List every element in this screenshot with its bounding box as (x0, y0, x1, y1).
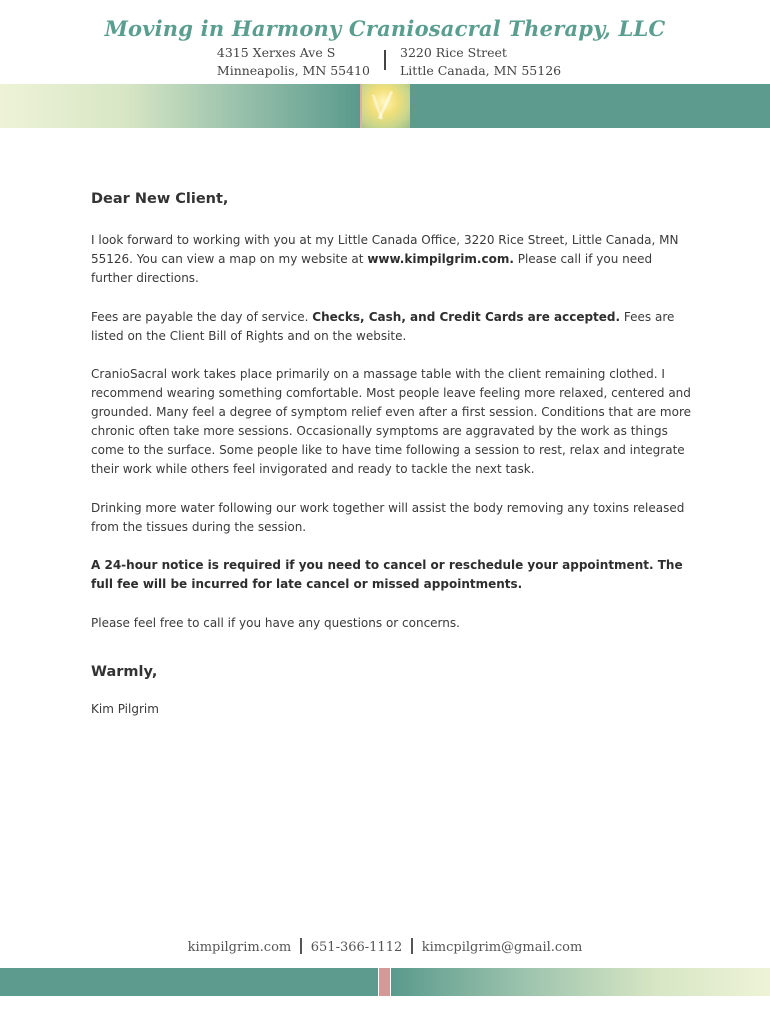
header-decorative-band (0, 84, 770, 128)
paragraph-questions: Please feel free to call if you have any questions or concerns. (91, 615, 460, 630)
paragraph-fees (91, 308, 691, 346)
header-teal-bar (410, 84, 770, 128)
footer-decorative-band (0, 968, 770, 996)
letter-body (91, 190, 691, 738)
footer-website: kimpilgrim.com (187, 940, 292, 955)
address-left-line1: 4315 Xerxes Ave S (216, 45, 336, 60)
footer-contact (0, 938, 770, 955)
footer-email: kimcpilgrim@gmail.com (421, 940, 583, 955)
footer-teal-bar (0, 968, 378, 996)
address-left-line2: Minneapolis, MN 55410 (216, 63, 370, 78)
address-right-line1: 3220 Rice Street (400, 45, 507, 60)
footer-phone: 651-366-1112 (310, 940, 403, 955)
footer-divider (411, 938, 413, 954)
footer-gradient (391, 968, 770, 996)
address-right (400, 44, 561, 80)
signer-name: Kim Pilgrim (91, 701, 159, 716)
cancellation-policy-text: A 24-hour notice is required if you need to cancel or reschedule your appointment. The full fee will be incurred for late cancel or missed appointments. (91, 558, 683, 591)
paragraph-location (91, 231, 691, 288)
header-gradient (0, 84, 360, 128)
closing: Warmly, (91, 663, 158, 680)
payment-methods-text: Checks, Cash, and Credit Cards are accepted. (312, 309, 621, 324)
address-divider (384, 50, 386, 70)
address-right-line2: Little Canada, MN 55126 (400, 63, 562, 78)
paragraph-location-text-end: Please call if you need further directions. (91, 252, 653, 285)
paragraph-fees-text: Fees are payable the day of service. (91, 309, 313, 324)
salutation: Dear New Client, (91, 191, 229, 207)
website-link-text: www.kimpilgrim.com. (367, 252, 514, 266)
paragraph-cancellation-policy (91, 556, 691, 594)
sunlight-image-tile (360, 84, 412, 128)
footer-pink-accent (379, 968, 390, 996)
company-name: Moving in Harmony Craniosacral Therapy, LLC (104, 16, 666, 41)
footer-divider (300, 938, 302, 954)
paragraph-location-text: I look forward to working with you at my Little Canada Office, 3220 Rice Street, Little Canada, MN 55126. You can view a map on my website at (91, 233, 679, 266)
paragraph-fees-text-end: Fees are listed on the Client Bill of Rights and on the website. (91, 309, 675, 343)
paragraph-water: Drinking more water following our work together will assist the body removing any toxins released from the tissues during the session. (91, 500, 685, 534)
address-left (217, 44, 370, 80)
paragraph-session-description: CranioSacral work takes place primarily on a massage table with the client remaining clothed. I recommend wearing something comfortable. Most people leave feeling more relaxed, centered and grounded. Many feel a degree of symptom relief even after a first session. Conditions that are more chronic often take more sessions. Occasionally symptoms are aggravated by the work as things come to the surface. Some people like to have time following a session to rest, relax and integrate their work while others feel invigorated and ready to tackle the next task. (91, 367, 692, 476)
